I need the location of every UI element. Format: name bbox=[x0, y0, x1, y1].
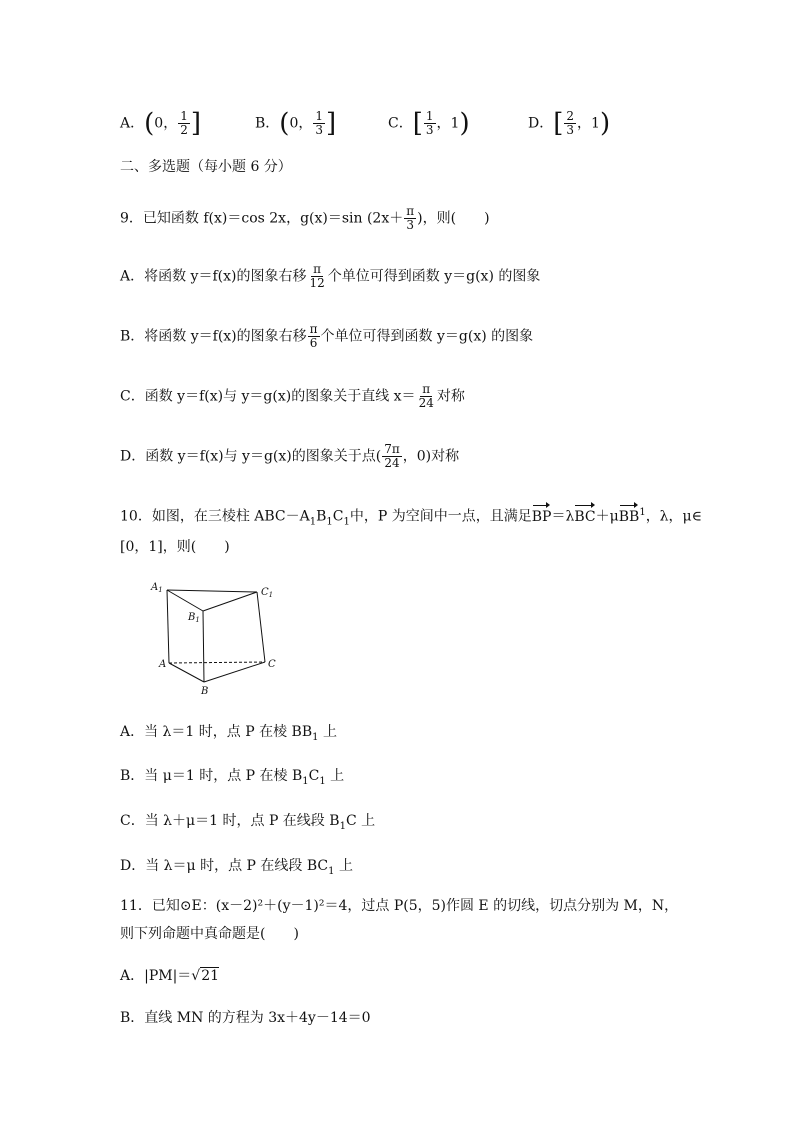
section-title: 二、多选题（每小题 6 分） bbox=[120, 159, 292, 175]
q10-stem-line1: 10．如图，在三棱柱 $ABC-A_1B_1C_1$中，P 为空间中一点，且满足BP＝λBC＋μBB$^1$，λ，μ∈ bbox=[120, 507, 703, 528]
q11-stem-line1: 11．已知⊙E：(x－2)²＋(y－1)²＝4，过点 P(5，5)作圆 E 的切线，切点分别为 M，N， bbox=[120, 898, 679, 914]
q11-stem-line2: 则下列命题中真命题是( ) bbox=[120, 926, 299, 942]
label-c1: $C_1$ bbox=[261, 587, 274, 599]
q8-option-b: B．(0， $\frac{1}{3}$ ] bbox=[255, 108, 337, 139]
q9-option-b: B．将函数 y＝f(x)的图象右移 $\frac{\pi}{6}$ 个单位可得到函数 y＝g(x) 的图象 bbox=[120, 322, 534, 350]
q10-option-b: B．当 μ＝1 时，点 P 在棱 $B_1C_1$ 上 bbox=[120, 768, 345, 787]
q9-stem: 9．已知函数 f(x)＝cos 2x，g(x)＝sin (2x＋ $\frac{\pi}{3}$ )，则( ) bbox=[120, 204, 490, 232]
prism-figure bbox=[145, 578, 285, 700]
q10-stem-line2: [0，1]，则( ) bbox=[120, 539, 230, 555]
vector-bp: BP bbox=[531, 508, 552, 525]
q9-option-d: D．函数 y＝f(x)与 y＝g(x)的图象关于点( $\frac{7\pi}{24}$ ，0)对称 bbox=[120, 442, 460, 470]
label-c: C bbox=[268, 659, 276, 670]
q9-option-c: C．函数 y＝f(x)与 y＝g(x)的图象关于直线 x＝ $\frac{\pi}{24}$ 对称 bbox=[120, 382, 465, 410]
vector-bb1: BB bbox=[618, 508, 640, 525]
q10-option-c: C．当 λ＋μ＝1 时，点 P 在线段 $B_1C$ 上 bbox=[120, 813, 376, 832]
q10-option-d: D．当 λ＝μ 时，点 P 在线段 $BC_1$ 上 bbox=[120, 858, 353, 877]
vector-bc: BC bbox=[574, 508, 596, 525]
q8-option-d: D．[ $\frac{2}{3}$ ，1) bbox=[528, 108, 611, 139]
q9-option-a: A．将函数 y＝f(x)的图象右移 $\frac{\pi}{12}$ 个单位可得到函数 y＝g(x) 的图象 bbox=[120, 262, 541, 290]
label-b1: $B_1$ bbox=[188, 612, 200, 624]
q11-option-a: A．|PM|＝√21 bbox=[120, 968, 220, 984]
label-a1: $A_1$ bbox=[151, 582, 163, 594]
q11-option-b: B．直线 MN 的方程为 3x＋4y－14＝0 bbox=[120, 1010, 371, 1026]
q8-option-a: A．(0， $\frac{1}{2}$ ] bbox=[120, 108, 201, 139]
label-a: A bbox=[159, 659, 167, 670]
q10-option-a: A．当 λ＝1 时，点 P 在棱 $BB_1$ 上 bbox=[120, 724, 337, 743]
q8-option-c: C．[ $\frac{1}{3}$ ，1) bbox=[388, 108, 470, 139]
label-b: B bbox=[201, 686, 209, 697]
